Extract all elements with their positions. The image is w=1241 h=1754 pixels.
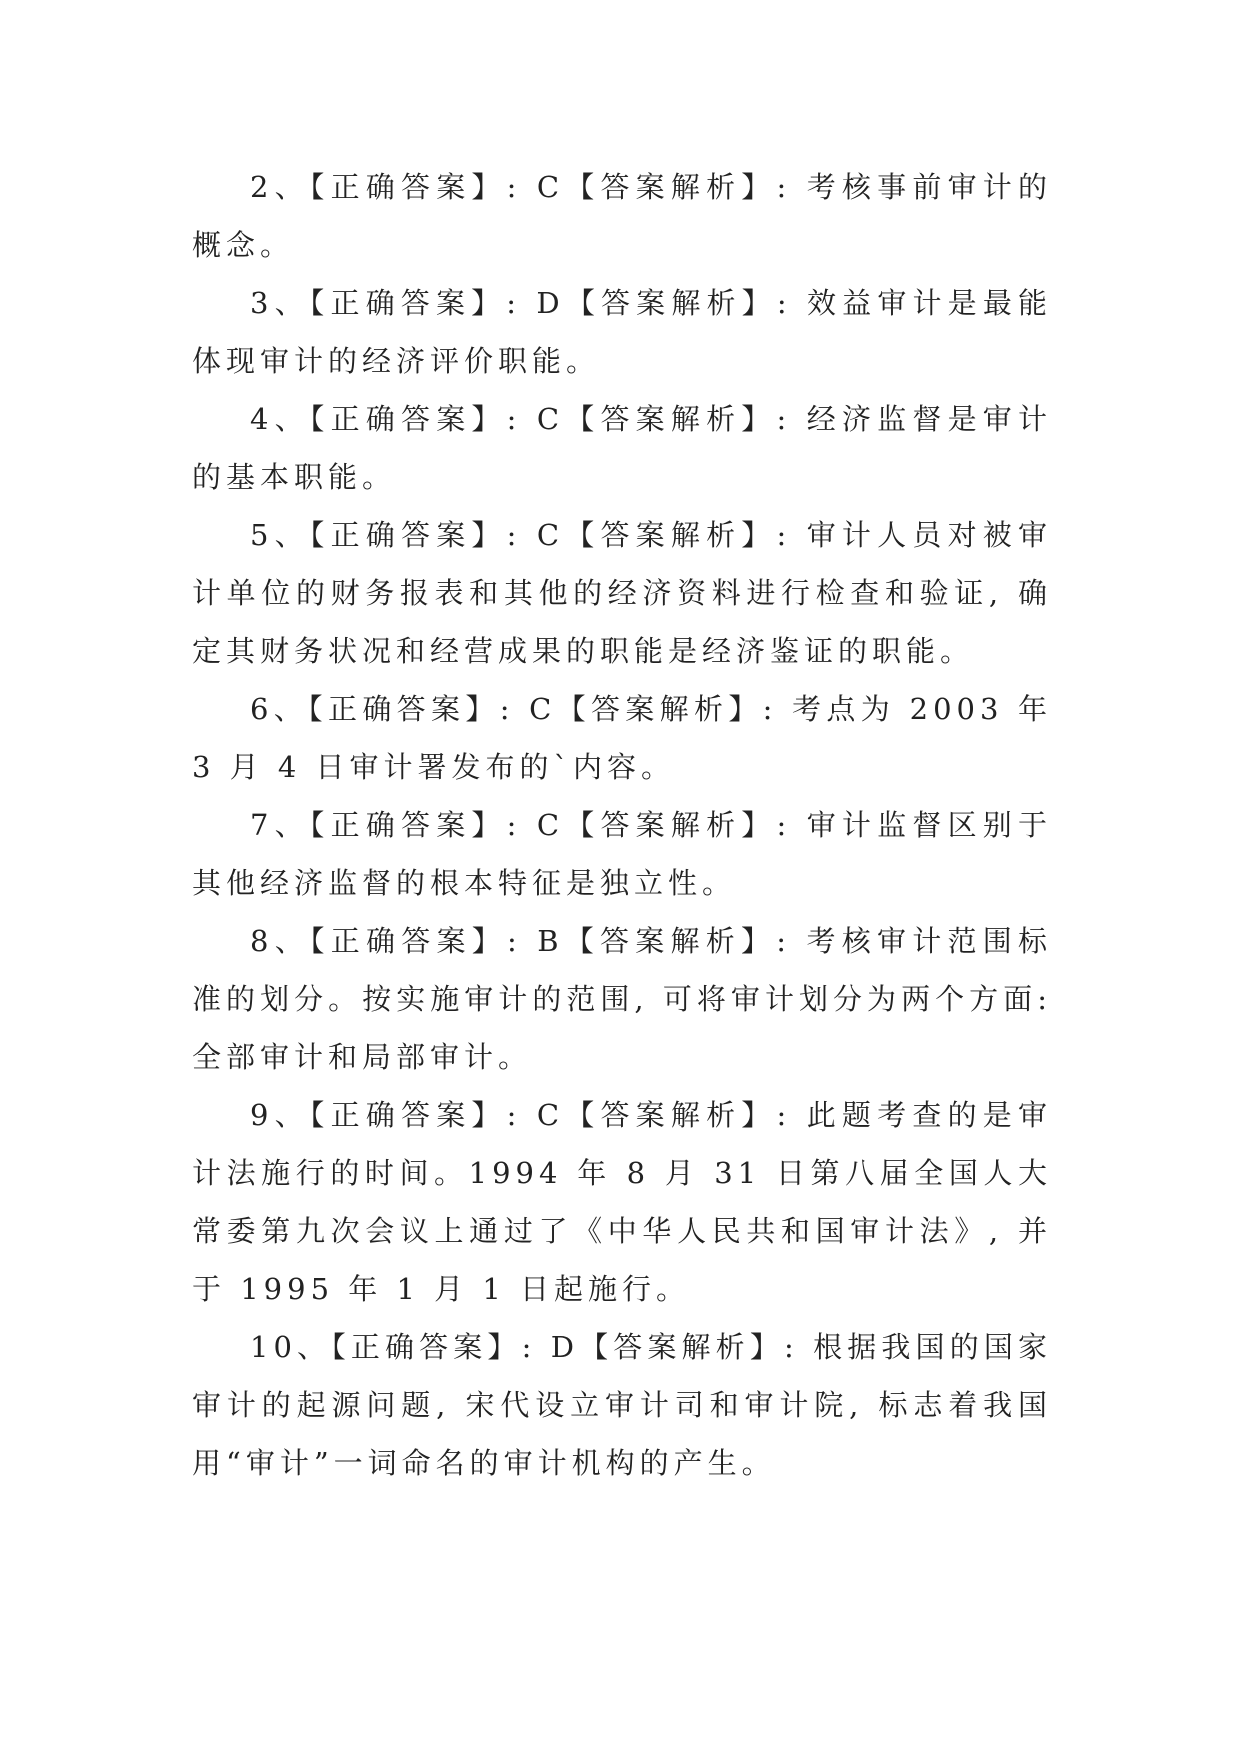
answer-item-7: 7、【正确答案】: C【答案解析】: 审计监督区别于其他经济监督的根本特征是独立性。	[192, 808, 1052, 900]
answer-item-5: 5、【正确答案】: C【答案解析】: 审计人员对被审计单位的财务报表和其他的经济资料进行检查和验证, 确定其财务状况和经营成果的职能是经济鉴证的职能。	[192, 518, 1052, 668]
answer-item-9: 9、【正确答案】: C【答案解析】: 此题考查的是审计法施行的时间。1994 年 8 月 31 日第八届全国人大常委第九次会议上通过了《中华人民共和国审计法》, 并于 1995 年 1 月 1 日起施行。	[192, 1098, 1052, 1306]
answer-item-6: 6、【正确答案】: C【答案解析】: 考点为 2003 年 3 月 4 日审计署发布的`内容。	[192, 692, 1052, 784]
answer-item-2: 2、【正确答案】: C【答案解析】: 考核事前审计的概念。	[192, 170, 1052, 262]
answer-item-8: 8、【正确答案】: B【答案解析】: 考核审计范围标准的划分。按实施审计的范围, 可将审计划分为两个方面: 全部审计和局部审计。	[192, 924, 1052, 1074]
answer-list	[192, 158, 1052, 1492]
answer-item-10: 10、【正确答案】: D【答案解析】: 根据我国的国家审计的起源问题, 宋代设立审计司和审计院, 标志着我国用“审计”一词命名的审计机构的产生。	[192, 1330, 1052, 1480]
answer-item-3: 3、【正确答案】: D【答案解析】: 效益审计是最能体现审计的经济评价职能。	[192, 286, 1052, 378]
answer-item-4: 4、【正确答案】: C【答案解析】: 经济监督是审计的基本职能。	[192, 402, 1052, 494]
